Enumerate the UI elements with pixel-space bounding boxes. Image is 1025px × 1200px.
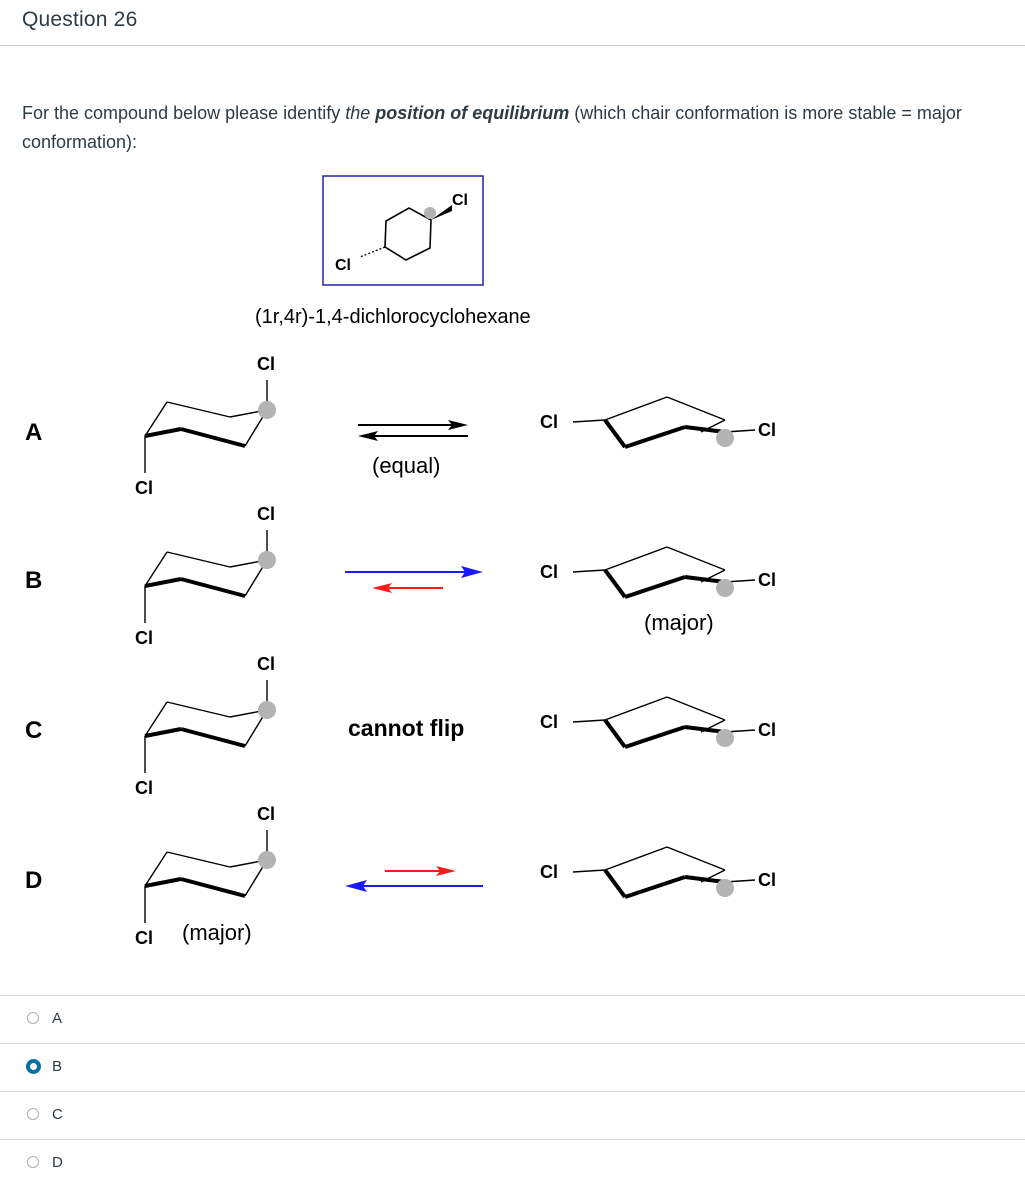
answer-option-b[interactable]: [0, 1043, 1025, 1091]
compound-name: (1r,4r)-1,4-dichlorocyclohexane: [255, 306, 531, 328]
cl-b-left-bottom: Cl: [135, 628, 153, 648]
chair-d-right: [573, 847, 755, 897]
chair-c-left: [145, 680, 276, 773]
cl-c-right-left: Cl: [540, 712, 558, 732]
answer-label-d: D: [52, 1154, 63, 1171]
prompt-suffix: (which chair conformation is more stable = major conformation):: [22, 103, 962, 152]
cl-c-right-right: Cl: [758, 720, 776, 740]
cl-c-left-top: Cl: [257, 654, 275, 674]
prompt-strong: position of equilibrium: [375, 103, 570, 123]
answer-option-a[interactable]: [0, 995, 1025, 1043]
cl-a-left-top: Cl: [257, 354, 275, 374]
middle-text-a: (equal): [372, 453, 441, 478]
equilibrium-arrows-a: [358, 420, 468, 441]
question-prompt: [22, 99, 1012, 157]
cl-a-right-left: Cl: [540, 412, 558, 432]
radio-a[interactable]: [27, 1012, 39, 1024]
cl-b-right-left: Cl: [540, 562, 558, 582]
prompt-emphasis: the: [345, 103, 376, 123]
question-title: Question 26: [22, 8, 138, 31]
chair-b-left: [145, 530, 276, 623]
question-header: [0, 0, 1025, 46]
cl-c-left-bottom: Cl: [135, 778, 153, 798]
cl-label-bottom: Cl: [335, 257, 351, 274]
answer-label-a: A: [52, 1010, 63, 1027]
equilibrium-arrows-b: [345, 566, 483, 593]
answer-option-d[interactable]: [0, 1139, 1025, 1187]
answer-list: [0, 995, 1025, 1187]
prompt-prefix: For the compound below please identify: [22, 103, 346, 123]
chair-d-left: [145, 830, 276, 923]
cl-d-left-top: Cl: [257, 804, 275, 824]
note-b-right: (major): [644, 610, 714, 635]
radio-c[interactable]: [27, 1108, 39, 1120]
chair-b-right: [573, 547, 755, 597]
cl-b-right-right: Cl: [758, 570, 776, 590]
answer-label-c: C: [52, 1106, 63, 1123]
middle-text-c: cannot flip: [348, 715, 465, 741]
row-label-a: A: [25, 419, 43, 446]
chair-a-left: [145, 380, 276, 473]
chemistry-figure: [0, 160, 1025, 990]
row-label-c: C: [25, 717, 43, 744]
cyclohexane-structure: [360, 205, 452, 260]
radio-d[interactable]: [27, 1156, 39, 1168]
cl-d-right-right: Cl: [758, 870, 776, 890]
answer-option-c[interactable]: [0, 1091, 1025, 1139]
cl-a-right-right: Cl: [758, 420, 776, 440]
cl-label-top: Cl: [452, 192, 468, 209]
answer-label-b: B: [52, 1058, 63, 1075]
equilibrium-arrows-d: [345, 866, 483, 892]
chair-c-right: [573, 697, 755, 747]
note-d-left: (major): [182, 920, 252, 945]
row-label-d: D: [25, 867, 43, 894]
cl-d-left-bottom: Cl: [135, 928, 153, 948]
cl-b-left-top: Cl: [257, 504, 275, 524]
row-label-b: B: [25, 567, 43, 594]
chair-a-right: [573, 397, 755, 447]
cl-a-left-bottom: Cl: [135, 478, 153, 498]
radio-b[interactable]: [26, 1059, 41, 1074]
cl-d-right-left: Cl: [540, 862, 558, 882]
